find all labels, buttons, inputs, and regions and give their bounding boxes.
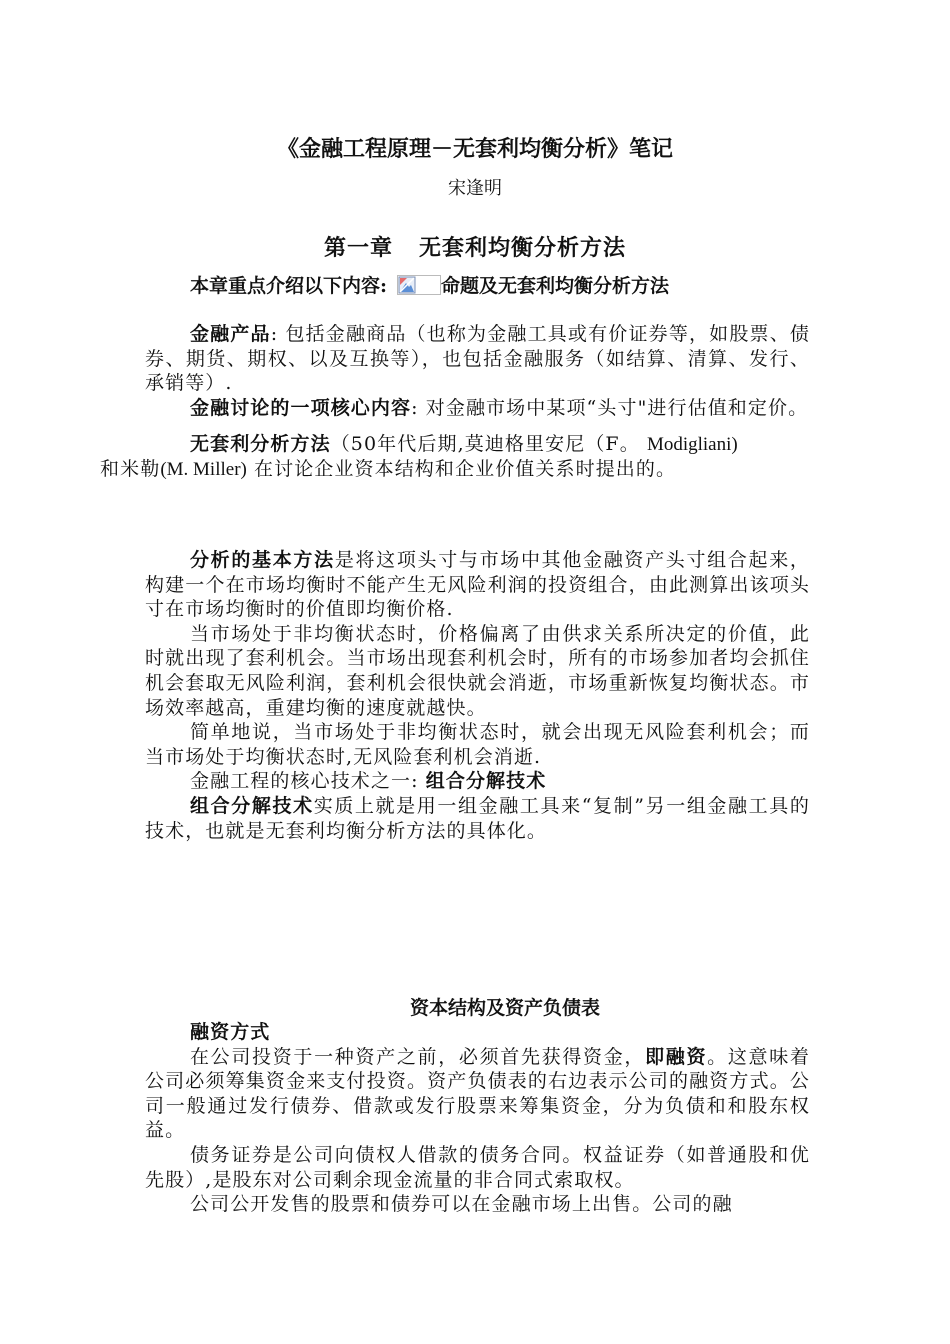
broken-image-icon (397, 275, 441, 295)
paragraph-text: 在讨论企业资本结构和企业价值关系时提出的。 (254, 458, 677, 481)
author-latin-name: Modigliani) (646, 434, 738, 456)
intro-suffix: 命题及无套利均衡分析方法 (441, 275, 670, 297)
paragraph-text: 是将这项头寸与市场中其他金融资产头寸组合起来，构建一个在市场均衡时不能产生无风险利润的投资组合，由此测算出该项头寸在市场均衡时的价值即均衡价格. (145, 549, 810, 621)
chapter-body-continued (145, 548, 810, 843)
intro-prefix: 本章重点介绍以下内容: (190, 275, 388, 297)
author-name: 宋逢明 (448, 178, 502, 199)
term-decomposition: 组合分解技术 (190, 794, 314, 817)
paragraph-financial-products (145, 322, 810, 396)
chapter-body (100, 322, 810, 504)
term-core-topic: 金融讨论的一项核心内容 (190, 396, 412, 419)
paragraph-text: 实质上就是用一组金融工具来“复制”另一组金融工具的技术，也就是无套利均衡分析方法的具体化。 (145, 794, 810, 842)
paragraph-public-offering: 公司公开发售的股票和债券可以在金融市场上出售。公司的融 (190, 1193, 733, 1216)
paragraph-core-topic (145, 396, 810, 421)
term-arbitrage-method: 无套利分析方法 (190, 433, 331, 456)
section-body (145, 1020, 810, 1217)
paragraph-text: （50年代后期,莫迪格里安尼（F。 (330, 433, 640, 456)
term-financial-products: 金融产品 (190, 323, 271, 345)
chapter-name: 无套利均衡分析方法 (419, 235, 627, 261)
paragraph-text: 和米勒 (100, 458, 161, 481)
paragraph-arbitrage-method (100, 432, 810, 504)
paragraph-decomposition (145, 794, 810, 843)
document-title: 《金融工程原理－无套利均衡分析》笔记 (276, 136, 673, 162)
paragraph-financing (145, 1045, 810, 1143)
paragraph-text: 金融工程的核心技术之一: (190, 770, 419, 793)
paragraph-core-technique (145, 769, 810, 794)
paragraph-text: : 包括金融商品（也称为金融工具或有价证券等，如股票、债券、期货、期权、以及互换等），也包括金融服务（如结算、清算、发行、承销等）. (145, 323, 810, 395)
term-decomposition: 组合分解技术 (425, 770, 547, 793)
paragraph-text: 在公司投资于一种资产之前，必须首先获得资金， (190, 1045, 646, 1068)
section-subhead: 融资方式 (190, 1021, 271, 1043)
paragraph-non-equilibrium: 当市场处于非均衡状态时，价格偏离了由供求关系所决定的价值，此时就出现了套利机会。当市场出现套利机会时，所有的市场参加者均会抓住机会套取无风险利润，套利机会很快就会消逝，市场重新恢复均衡状态。市场效率越高，重建均衡的速度就越快。 (145, 622, 810, 719)
chapter-intro (190, 273, 830, 299)
paragraph-text: 。这意味着公司必须筹集资金来支付投资。资产负债表的右边表示公司的融资方式。公司一般通过发行债券、借款或发行股票来筹集资金，分为负债和和股东权益。 (145, 1045, 810, 1142)
term-basic-method: 分析的基本方法 (190, 549, 335, 571)
section-title: 资本结构及资产负债表 (409, 997, 600, 1019)
chapter-number: 第一章 (323, 235, 393, 261)
paragraph-basic-method (145, 548, 810, 622)
chapter-heading (0, 233, 950, 263)
paragraph-simple-summary: 简单地说，当市场处于非均衡状态时，就会出现无风险套利机会；而当市场处于均衡状态时,无风险套利机会消逝. (145, 721, 810, 768)
term-financing: 即融资 (645, 1045, 708, 1068)
author-latin-name: (M. Miller) (160, 459, 247, 481)
paragraph-securities: 债务证券是公司向债权人借款的债务合同。权益证券（如普通股和优先股）,是股东对公司剩余现金流量的非合同式索取权。 (145, 1143, 810, 1191)
paragraph-text: : 对金融市场中某项“头寸"进行估值和定价。 (411, 396, 809, 419)
